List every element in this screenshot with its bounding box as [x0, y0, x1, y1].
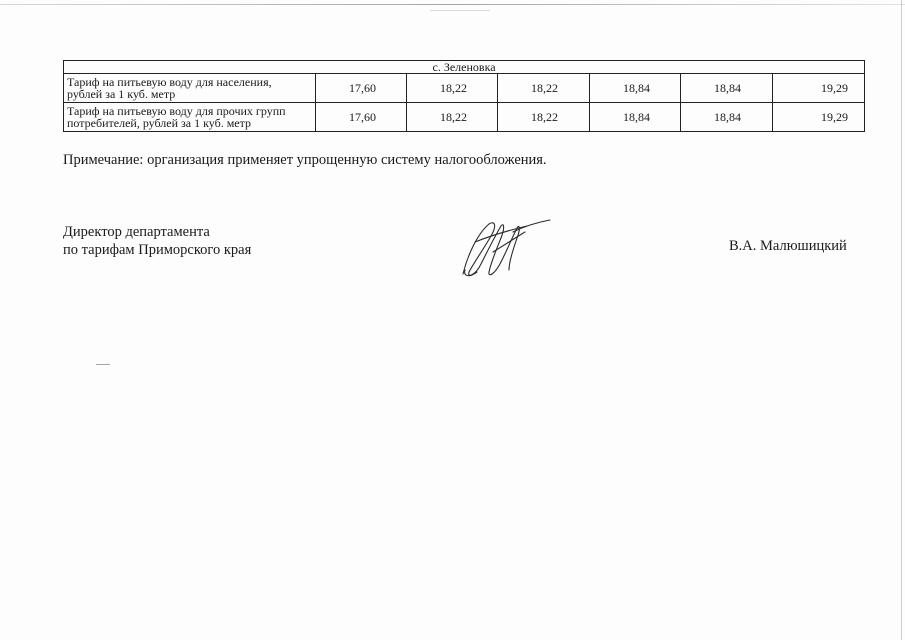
- row-label-line: рублей за 1 куб. метр: [67, 87, 176, 101]
- scan-edge-top: [0, 4, 905, 5]
- table-row: [64, 103, 865, 132]
- note-text: Примечание: организация применяет упрощенную систему налогообложения.: [63, 152, 547, 168]
- tariff-value: 18,22: [498, 74, 590, 103]
- table-row: [64, 74, 865, 103]
- scan-speck: [430, 10, 490, 11]
- scan-edge-right: [901, 0, 902, 640]
- tariff-value: 18,84: [681, 74, 773, 103]
- scan-speck: [96, 364, 110, 365]
- tariff-value: 18,84: [590, 74, 681, 103]
- tariff-value: 18,22: [498, 103, 590, 132]
- signer-title-line: по тарифам Приморского края: [63, 242, 252, 258]
- tariff-value: 19,29: [773, 74, 865, 103]
- row-label-line: Тариф на питьевую воду для населения,: [67, 75, 272, 89]
- tariff-value: 17,60: [316, 74, 407, 103]
- tariff-value: 18,84: [681, 103, 773, 132]
- signer-title-line: Директор департамента: [63, 224, 210, 240]
- row-label-line: потребителей, рублей за 1 куб. метр: [67, 116, 252, 130]
- tariff-value: 18,84: [590, 103, 681, 132]
- tariff-value: 18,22: [407, 74, 498, 103]
- tariff-value: 19,29: [773, 103, 865, 132]
- row-label: [64, 74, 316, 103]
- row-label: [64, 103, 316, 132]
- row-label-line: Тариф на питьевую воду для прочих групп: [67, 104, 286, 118]
- table-location-row: [64, 61, 865, 74]
- tariff-value: 17,60: [316, 103, 407, 132]
- location-header: с. Зеленовка: [64, 61, 865, 74]
- signer-title: [63, 223, 251, 259]
- tariff-value: 18,22: [407, 103, 498, 132]
- handwritten-signature: [455, 212, 555, 282]
- signer-name: В.А. Малюшицкий: [729, 238, 847, 254]
- tariff-table: [63, 60, 865, 132]
